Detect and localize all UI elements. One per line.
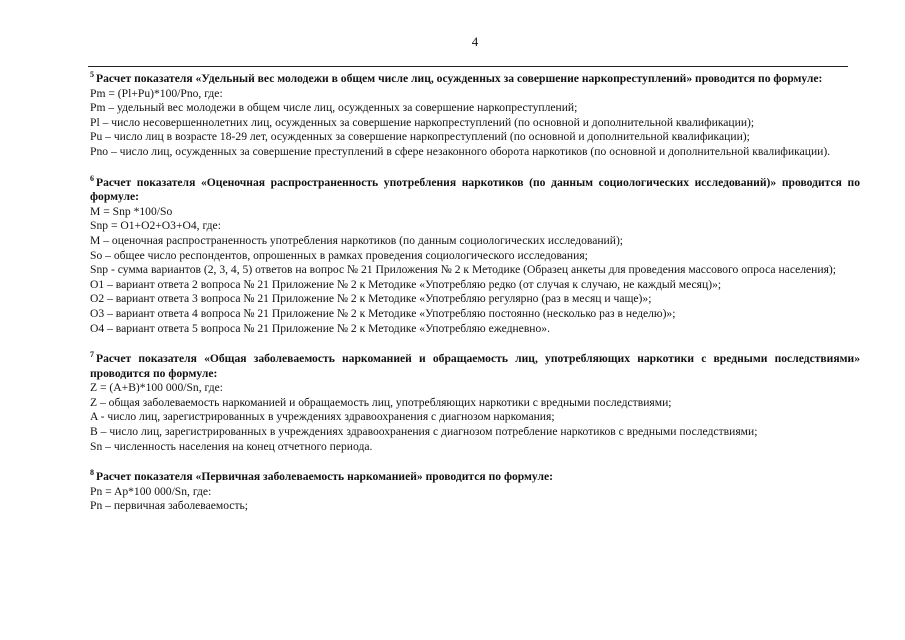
header-rule — [88, 66, 848, 67]
footnote-marker: 5 — [90, 70, 94, 80]
definition-line: M – оценочная распространенность употребления наркотиков (по данным социологических исследований); — [90, 233, 624, 247]
page-number: 4 — [471, 34, 479, 49]
footnote-5 — [90, 72, 860, 160]
definition-line: Pm – удельный вес молодежи в общем числе лиц, осужденных за совершение наркопреступлений; — [90, 101, 578, 115]
formula-line: Snp = O1+O2+O3+O4, где: — [90, 219, 221, 233]
definition-line: O1 – вариант ответа 2 вопроса № 21 Приложение № 2 к Методике «Употребляю редко (от случая к случаю, не каждый месяц)»; — [90, 277, 722, 291]
footnote-heading — [90, 470, 860, 485]
footnote-marker: 8 — [90, 468, 94, 478]
formula-line: Z = (A+B)*100 000/Sn, где: — [90, 381, 223, 395]
definition-line: Pno – число лиц, осужденных за совершение преступлений в сфере незаконного оборота наркотиков (по основной и дополнительной квалификации). — [90, 144, 831, 158]
definition-line: Sn – численность населения на конец отчетного периода. — [90, 439, 373, 453]
heading-text: Расчет показателя «Первичная заболеваемость наркоманией» проводится по формуле: — [96, 470, 553, 484]
footnote-heading — [90, 72, 860, 87]
footnote-7 — [90, 352, 860, 454]
definition-line: Snp - сумма вариантов (2, 3, 4, 5) ответов на вопрос № 21 Приложения № 2 к Методике (Образец анкеты для проведения массового опроса населения); — [90, 263, 837, 277]
definition-line: B – число лиц, зарегистрированных в учреждениях здравоохранения с диагнозом потребление наркотиков с вредными последствиями; — [90, 425, 758, 439]
formula-line: Pm = (Pl+Pu)*100/Pno, где: — [90, 86, 223, 100]
definition-line: A - число лиц, зарегистрированных в учреждениях здравоохранения с диагнозом наркомания; — [90, 410, 555, 424]
heading-text: Расчет показателя «Удельный вес молодежи в общем числе лиц, осужденных за совершение наркопреступлений» проводится по формуле: — [96, 72, 823, 85]
definition-line: Pu – число лиц в возрасте 18-29 лет, осужденных за совершение наркопреступлений (по основной и дополнительной квалификации); — [90, 130, 750, 144]
formula-line: M = Snp *100/So — [90, 204, 173, 218]
footnote-6 — [90, 173, 860, 337]
definition-line: O2 – вариант ответа 3 вопроса № 21 Приложение № 2 к Методике «Употребляю регулярно (раз в месяц и чаще)»; — [90, 292, 652, 306]
formula-line: Pn = Ap*100 000/Sn, где: — [90, 484, 212, 498]
definition-line: So – общее число респондентов, опрошенных в рамках проведения социологического исследования; — [90, 248, 588, 262]
footnote-marker: 7 — [90, 350, 94, 360]
footnote-heading — [90, 173, 860, 205]
heading-text: Расчет показателя «Оценочная распространенность употребления наркотиков (по данным социологических исследований)» проводится по формуле: — [90, 175, 860, 204]
footnote-marker: 6 — [90, 173, 94, 183]
definition-line: O4 – вариант ответа 5 вопроса № 21 Приложение № 2 к Методике «Употребляю ежедневно». — [90, 321, 550, 335]
definition-line: Pn – первичная заболеваемость; — [90, 499, 249, 513]
definition-line: O3 – вариант ответа 4 вопроса № 21 Приложение № 2 к Методике «Употребляю постоянно (несколько раз в неделю)»; — [90, 306, 676, 320]
heading-text: Расчет показателя «Общая заболеваемость наркоманией и обращаемость лиц, употребляющих наркотики с вредными последствиями» проводится по формуле: — [90, 352, 860, 380]
definition-line: Z – общая заболеваемость наркоманией и обращаемость лиц, употребляющих наркотики с вредными последствиями; — [90, 395, 672, 409]
footnote-heading — [90, 352, 860, 381]
definition-line: Pl – число несовершеннолетних лиц, осужденных за совершение наркопреступлений (по основной и дополнительной квалификации); — [90, 115, 755, 129]
footnote-8 — [90, 470, 860, 514]
document-body — [90, 72, 860, 530]
